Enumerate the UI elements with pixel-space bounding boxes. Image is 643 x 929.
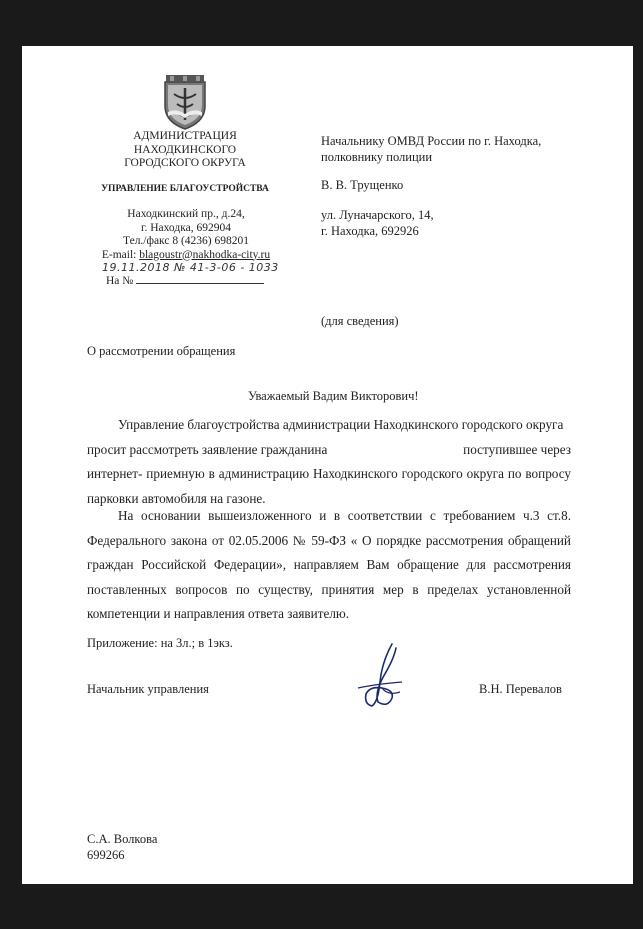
org-line-1: АДМИНИСТРАЦИЯ xyxy=(133,130,237,142)
executor-phone: 699266 xyxy=(87,848,125,862)
attachment-note: Приложение: на 3л.; в 1экз. xyxy=(87,636,233,650)
paragraph-1-line2-part2: поступившее через xyxy=(463,441,571,457)
executor-name: С.А. Волкова xyxy=(87,832,158,846)
paragraph-1 xyxy=(87,413,571,511)
outgoing-number: 19.11.2018 № 41-3-06 - 1033 xyxy=(102,261,279,274)
signature-position: Начальник управления xyxy=(87,682,209,696)
sender-phone: Тел./факс 8 (4236) 698201 xyxy=(123,235,249,247)
recipient-line1: Начальнику ОМВД России по г. Находка, xyxy=(321,134,542,148)
paragraph-1-line2 xyxy=(87,438,571,463)
city-coat-of-arms-icon xyxy=(162,74,208,130)
letter-subject: О рассмотрении обращения xyxy=(87,344,236,358)
recipient-address xyxy=(321,208,434,239)
email-label: E-mail: xyxy=(101,248,140,261)
reference-row xyxy=(106,273,264,289)
recipient-note: (для сведения) xyxy=(321,314,399,328)
signature-name: В.Н. Перевалов xyxy=(479,682,562,696)
salutation: Уважаемый Вадим Викторович! xyxy=(248,389,419,403)
sender-address xyxy=(70,208,302,262)
recipient-line2: полковнику полиции xyxy=(321,149,433,164)
sender-department: УПРАВЛЕНИЕ БЛАГОУСТРОЙСТВА xyxy=(101,184,269,194)
recipient-address2: г. Находка, 692926 xyxy=(321,223,419,238)
recipient-address1: ул. Луначарского, 14, xyxy=(321,208,434,222)
paragraph-1-rest: интернет- приемную в администрацию Находкинского городского округа по вопросу парковки автомобиля на газоне. xyxy=(87,466,571,506)
reference-blank-line xyxy=(136,273,264,284)
reference-label: На № xyxy=(106,275,134,287)
sender-address-line1: Находкинский пр., д.24, xyxy=(127,208,245,220)
sender-email-row xyxy=(70,249,302,263)
executor-block xyxy=(87,831,157,863)
handwritten-signature xyxy=(352,642,412,712)
sender-org-name xyxy=(85,130,285,171)
recipient-block xyxy=(321,134,621,165)
recipient-name: В. В. Трущенко xyxy=(321,178,404,192)
org-line-2: НАХОДКИНСКОГО xyxy=(133,143,237,156)
email-link[interactable]: blagoustr@nakhodka-city.ru xyxy=(139,248,271,261)
org-line-3: ГОРОДСКОГО ОКРУГА xyxy=(124,157,246,169)
paragraph-2: На основании вышеизложенного и в соответствии с требованием ч.3 ст.8. Федерального закона от 02.05.2006 № 59-ФЗ « О порядке рассмотрения обращений граждан Российской Федерации», направляем Вам обращение для рассмотрения поставленных вопросов по существу, принятия мер в пределах установленной компетенции и направления ответа заявителю. xyxy=(87,508,571,621)
sender-address-line2: г. Находка, 692904 xyxy=(141,221,231,234)
paragraph-1-line2-part1: просит рассмотреть заявление гражданина xyxy=(87,441,328,457)
letter-page xyxy=(22,46,633,884)
paragraph-1-line1: Управление благоустройства администрации Находкинского городского округа xyxy=(118,417,564,432)
